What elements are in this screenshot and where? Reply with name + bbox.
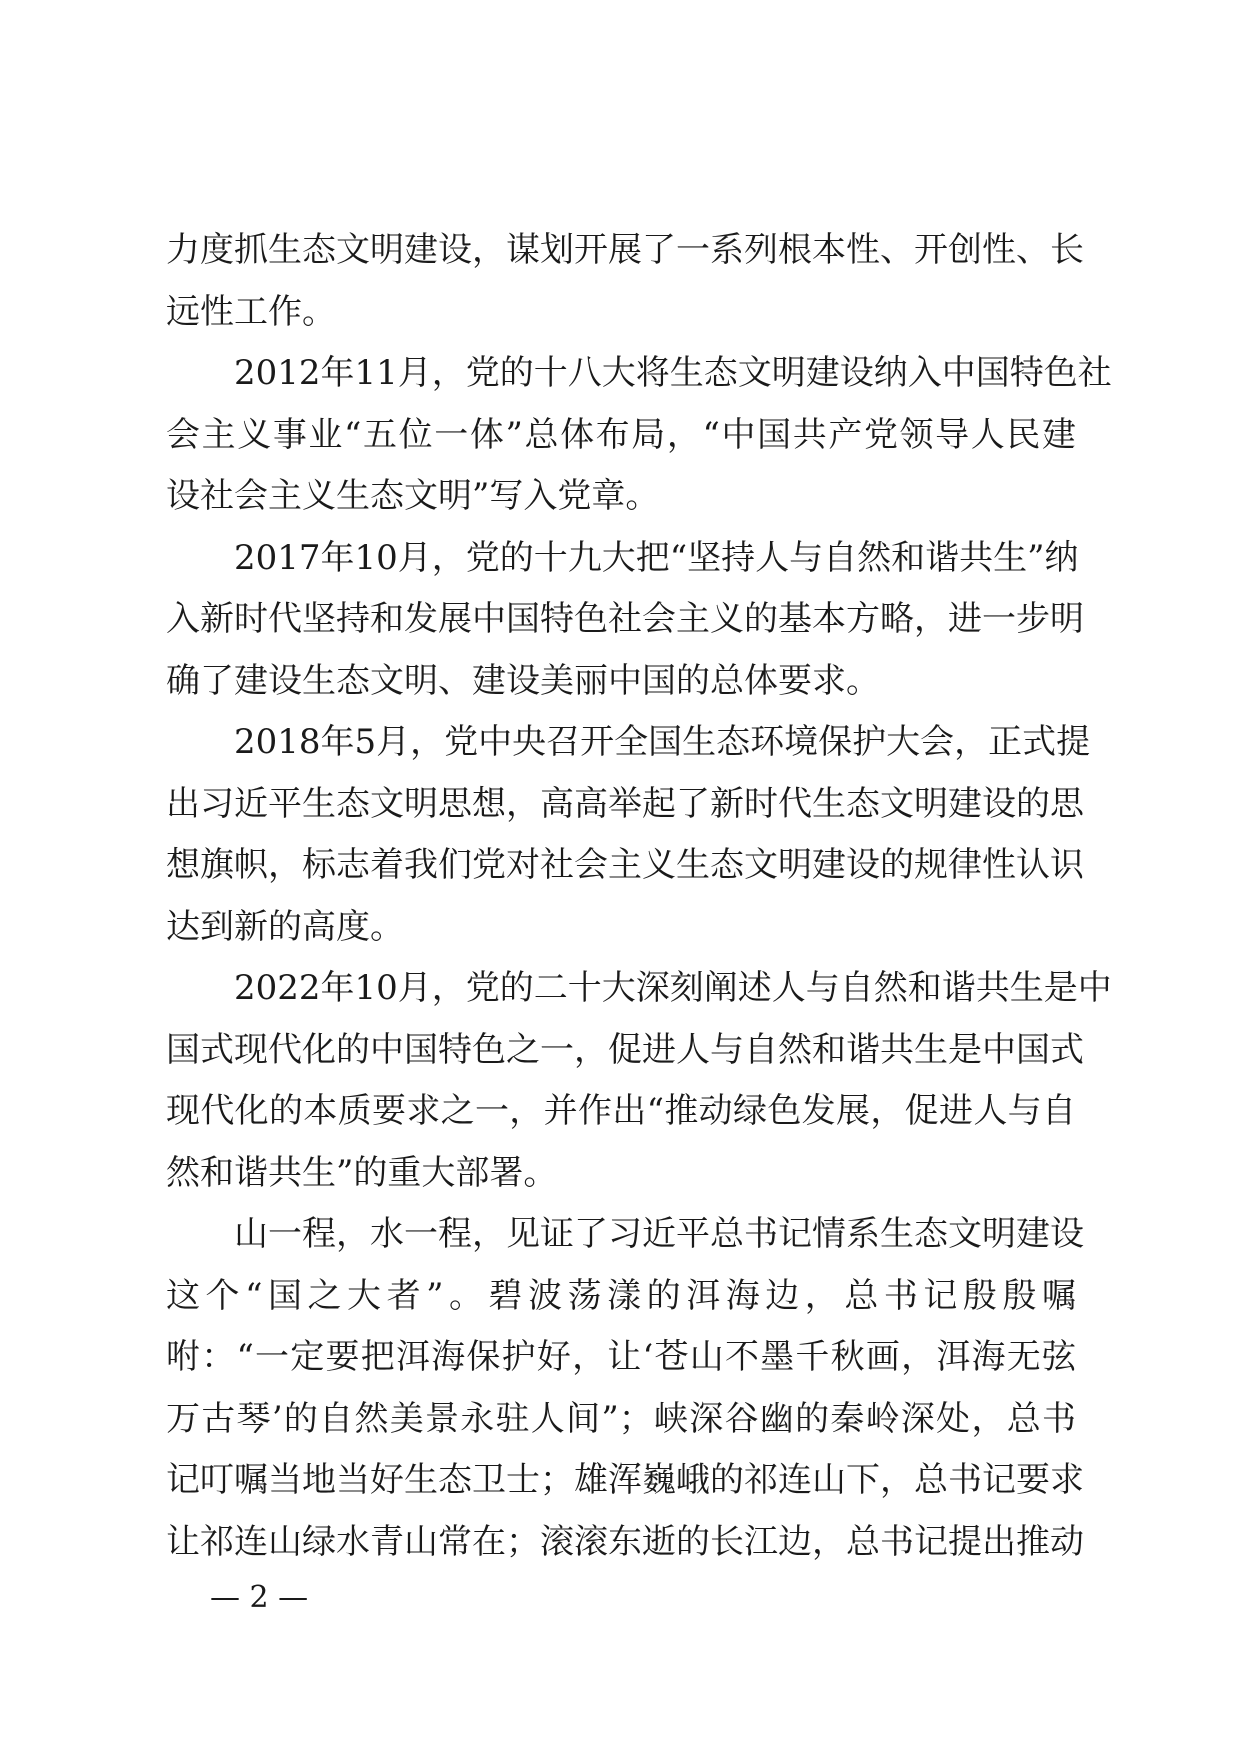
page-number: — 2 — xyxy=(210,1580,309,1615)
text-line-13: 2022年10月，党的二十大深刻阐述人与自然和谐共生是中 xyxy=(166,968,1112,1008)
text-line-2: 远性工作。 xyxy=(166,291,336,332)
text-line-16: 然和谐共生”的重大部署。 xyxy=(166,1152,558,1193)
text-line-1: 力度抓生态文明建设，谋划开展了一系列根本性、开创性、长 xyxy=(166,230,1084,270)
text-line-18: 这个“国之大者”。碧波荡漾的洱海边，总书记殷殷嘱 xyxy=(166,1275,1076,1316)
text-line-4: 会主义事业“五位一体”总体布局，“中国共产党领导人民建 xyxy=(166,414,1076,455)
text-line-22: 让祁连山绿水青山常在；滚滚东逝的长江边，总书记提出推动 xyxy=(166,1521,1084,1562)
text-line-6: 2017年10月，党的十九大把“坚持人与自然和谐共生”纳 xyxy=(166,537,1079,578)
text-line-14: 国式现代化的中国特色之一，促进人与自然和谐共生是中国式 xyxy=(166,1029,1084,1070)
text-line-21: 记叮嘱当地当好生态卫士；雄浑巍峨的祁连山下，总书记要求 xyxy=(166,1460,1084,1500)
text-line-20: 万古琴’的自然美景永驻人间”；峡深谷幽的秦岭深处，总书 xyxy=(166,1398,1076,1439)
text-line-11: 想旗帜，标志着我们党对社会主义生态文明建设的规律性认识 xyxy=(166,845,1084,885)
text-line-8: 确了建设生态文明、建设美丽中国的总体要求。 xyxy=(166,660,880,701)
text-line-10: 出习近平生态文明思想，高高举起了新时代生态文明建设的思 xyxy=(166,783,1084,824)
text-line-5: 设社会主义生态文明”写入党章。 xyxy=(166,476,660,516)
text-line-9: 2018年5月，党中央召开全国生态环境保护大会，正式提 xyxy=(166,722,1091,762)
text-line-15: 现代化的本质要求之一，并作出“推动绿色发展，促进人与自 xyxy=(166,1091,1076,1131)
document-body xyxy=(166,220,1112,1573)
text-line-3: 2012年11月，党的十八大将生态文明建设纳入中国特色社 xyxy=(166,353,1112,393)
text-line-19: 咐：“一定要把洱海保护好，让‘苍山不墨千秋画，洱海无弦 xyxy=(166,1337,1076,1377)
text-line-12: 达到新的高度。 xyxy=(166,906,404,947)
text-line-17: 山一程，水一程，见证了习近平总书记情系生态文明建设 xyxy=(166,1214,1084,1254)
text-line-7: 入新时代坚持和发展中国特色社会主义的基本方略，进一步明 xyxy=(166,599,1084,639)
